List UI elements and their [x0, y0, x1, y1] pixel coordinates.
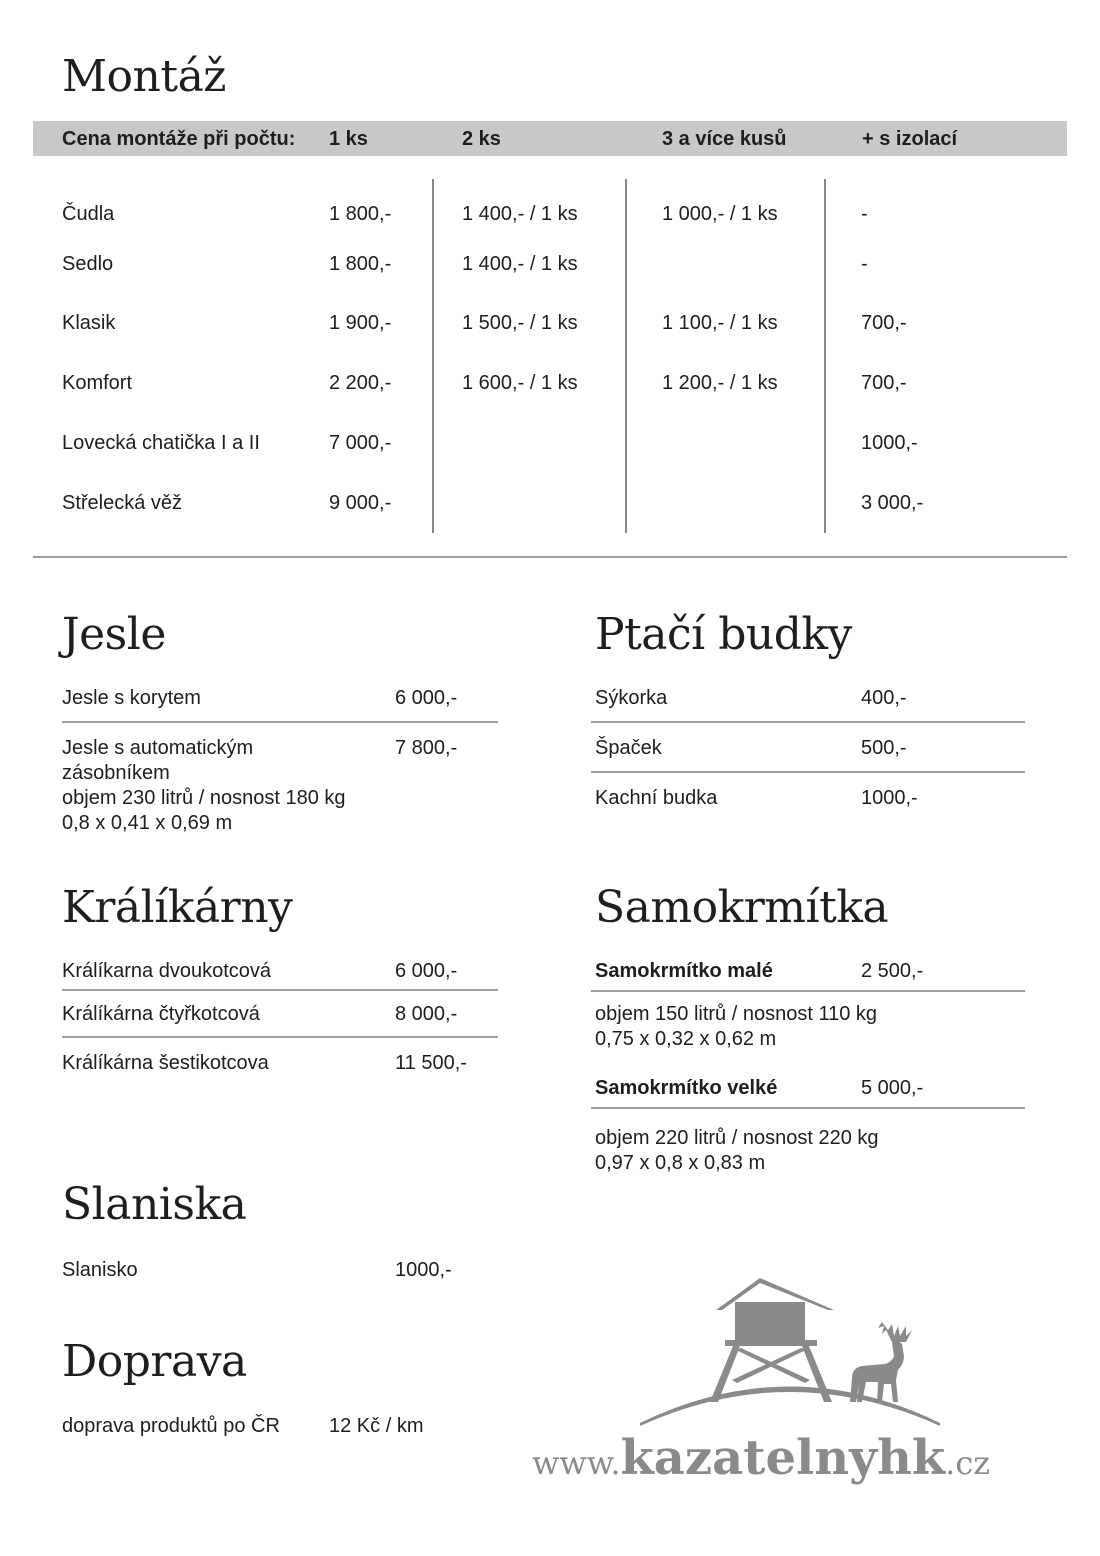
montaz-header-col2: 2 ks	[462, 128, 501, 150]
price-3ks: 1 200,- / 1 ks	[662, 372, 778, 394]
product-name: Střelecká věž	[62, 492, 183, 514]
price-1ks: 1 800,-	[329, 203, 392, 225]
price-2ks: 1 500,- / 1 ks	[462, 312, 578, 334]
row-divider	[62, 1036, 498, 1038]
price-2ks: 1 400,- / 1 ks	[462, 203, 578, 225]
price-1ks: 9 000,-	[329, 492, 392, 514]
row-divider	[591, 1107, 1025, 1109]
kralikarna-name: Králíkárna čtyřkotcová	[62, 1003, 260, 1025]
price-1ks: 7 000,-	[329, 432, 392, 454]
budka-price: 400,-	[861, 687, 907, 709]
jesle-item-name: Jesle s automatickým	[62, 737, 254, 759]
montaz-header-col3: 3 a více kusů	[662, 128, 787, 150]
section-divider	[33, 556, 1067, 558]
doprava-name: doprava produktů po ČR	[62, 1415, 280, 1437]
jesle-title: Jesle	[62, 609, 166, 660]
montaz-header-col1: 1 ks	[329, 128, 368, 150]
montaz-header-col4: + s izolací	[862, 128, 958, 150]
ptaci-budky-title: Ptačí budky	[595, 609, 852, 660]
price-izolace: 1000,-	[861, 432, 918, 454]
product-name: Lovecká chatička I a II	[62, 432, 260, 454]
budka-price: 500,-	[861, 737, 907, 759]
logo-prefix: www.	[532, 1444, 621, 1482]
jesle-item-price: 7 800,-	[395, 737, 458, 759]
price-3ks: 1 000,- / 1 ks	[662, 203, 778, 225]
samokrmitko-dimensions: 0,97 x 0,8 x 0,83 m	[595, 1152, 766, 1174]
slanisko-name: Slanisko	[62, 1259, 138, 1281]
price-izolace: 3 000,-	[861, 492, 924, 514]
price-izolace: 700,-	[861, 312, 907, 334]
budka-name: Sýkorka	[595, 687, 668, 709]
slanisko-price: 1000,-	[395, 1259, 452, 1281]
price-2ks: 1 600,- / 1 ks	[462, 372, 578, 394]
hunting-tower-logo-icon	[630, 1270, 950, 1430]
price-1ks: 2 200,-	[329, 372, 392, 394]
slaniska-title: Slaniska	[62, 1179, 247, 1230]
price-2ks: 1 400,- / 1 ks	[462, 253, 578, 275]
row-divider	[591, 721, 1025, 723]
kralikarna-name: Králíkárna šestikotcova	[62, 1052, 269, 1074]
doprava-title: Doprava	[62, 1336, 247, 1387]
samokrmitko-name: Samokrmítko velké	[595, 1077, 778, 1099]
price-izolace: -	[861, 203, 868, 225]
price-izolace: -	[861, 253, 868, 275]
samokrmitko-detail: objem 220 litrů / nosnost 220 kg	[595, 1127, 879, 1149]
budka-price: 1000,-	[861, 787, 918, 809]
product-name: Klasik	[62, 312, 116, 334]
samokrmitko-price: 2 500,-	[861, 960, 924, 982]
jesle-item-name-cont: zásobníkem	[62, 762, 170, 784]
kralikarna-price: 6 000,-	[395, 960, 458, 982]
column-divider	[432, 179, 434, 533]
logo-suffix: .cz	[945, 1444, 991, 1482]
row-divider	[62, 721, 498, 723]
samokrmitko-detail: objem 150 litrů / nosnost 110 kg	[595, 1003, 878, 1025]
column-divider	[625, 179, 627, 533]
samokrmitko-dimensions: 0,75 x 0,32 x 0,62 m	[595, 1028, 777, 1050]
jesle-item-detail: objem 230 litrů / nosnost 180 kg	[62, 787, 346, 809]
samokrmitko-price: 5 000,-	[861, 1077, 924, 1099]
product-name: Sedlo	[62, 253, 114, 275]
samokrmitko-name: Samokrmítko malé	[595, 960, 773, 982]
product-name: Čudla	[62, 203, 115, 225]
kralikarny-title: Králíkárny	[62, 882, 293, 933]
price-1ks: 1 900,-	[329, 312, 392, 334]
doprava-price: 12 Kč / km	[329, 1415, 424, 1437]
website-logo	[532, 1430, 991, 1486]
row-divider	[62, 989, 498, 991]
budka-name: Kachní budka	[595, 787, 718, 809]
row-divider	[591, 990, 1025, 992]
jesle-item-price: 6 000,-	[395, 687, 458, 709]
price-izolace: 700,-	[861, 372, 907, 394]
montaz-title: Montáž	[62, 51, 226, 102]
kralikarna-price: 11 500,-	[395, 1052, 467, 1074]
montaz-header-band	[33, 121, 1067, 156]
kralikarna-price: 8 000,-	[395, 1003, 458, 1025]
column-divider	[824, 179, 826, 533]
samokrmitka-title: Samokrmítka	[595, 882, 889, 933]
kralikarna-name: Králíkarna dvoukotcová	[62, 960, 272, 982]
row-divider	[591, 771, 1025, 773]
montaz-header-label: Cena montáže při počtu:	[62, 128, 296, 150]
product-name: Komfort	[62, 372, 133, 394]
jesle-item-dimensions: 0,8 x 0,41 x 0,69 m	[62, 812, 233, 834]
price-1ks: 1 800,-	[329, 253, 392, 275]
logo-name: kazatelnyhk	[620, 1430, 946, 1486]
budka-name: Špaček	[595, 737, 662, 759]
jesle-item-name: Jesle s korytem	[62, 687, 201, 709]
price-3ks: 1 100,- / 1 ks	[662, 312, 778, 334]
